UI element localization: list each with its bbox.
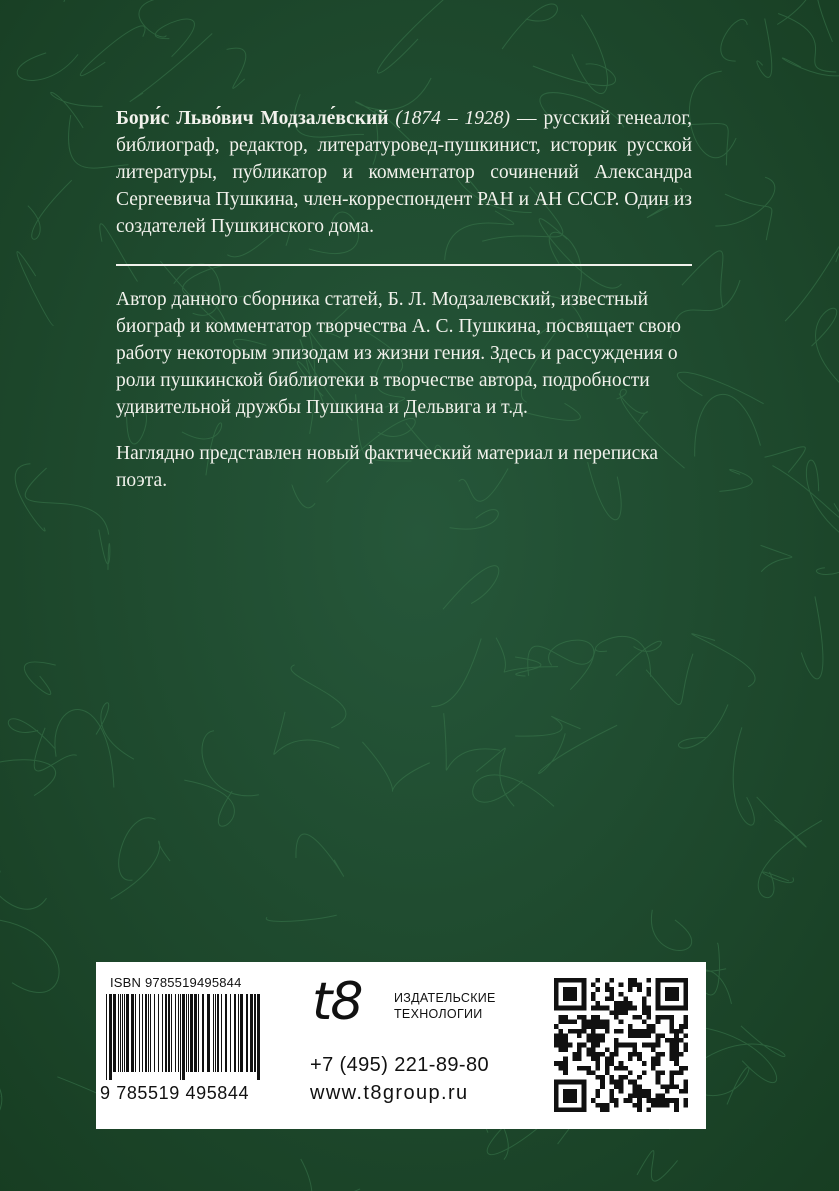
isbn-label: ISBN 9785519495844 [110,975,242,990]
author-years: (1874 – 1928) [395,108,511,129]
author-name: Бори́с Льво́вич Модзале́вский [116,108,389,129]
qr-code-icon [554,978,688,1112]
description-paragraph-2: Наглядно представлен новый фактический материал и переписка поэта. [116,443,659,491]
author-bio-text: — русский генеалог, библиограф, редактор, литературовед-пушкинист, историк русской литературы, публикатор и комментатор сочинений Александра Сергеевича Пушкина, член-корреспондент РАН и АН СССР. Один из создателей Пушкинского дома. [116,108,693,237]
author-bio [116,105,692,240]
description-paragraph-1: Автор данного сборника статей, Б. Л. Модзалевский, известный биограф и комментатор творчества А. С. Пушкина, посвящает свою работу некоторым эпизодам из жизни гения. Здесь и рассуждения о роли пушкинской библиотеки в творчестве автора, подробности удивительной дружбы Пушкина и Дельвига и т.д. [116,289,681,418]
publisher-name-line-2: ТЕХНОЛОГИИ [394,1007,483,1021]
publisher-logo: t8 [312,972,362,1032]
publisher-name [394,990,496,1022]
publisher-phone: +7 (495) 221-89-80 [310,1054,489,1076]
barcode-digits: 9 785519 495844 [100,1083,250,1103]
isbn-barcode [104,994,262,1080]
imprint-panel [96,962,706,1129]
divider [116,264,692,266]
publisher-name-line-1: ИЗДАТЕЛЬСКИЕ [394,991,496,1005]
publisher-website: www.t8group.ru [310,1082,469,1104]
